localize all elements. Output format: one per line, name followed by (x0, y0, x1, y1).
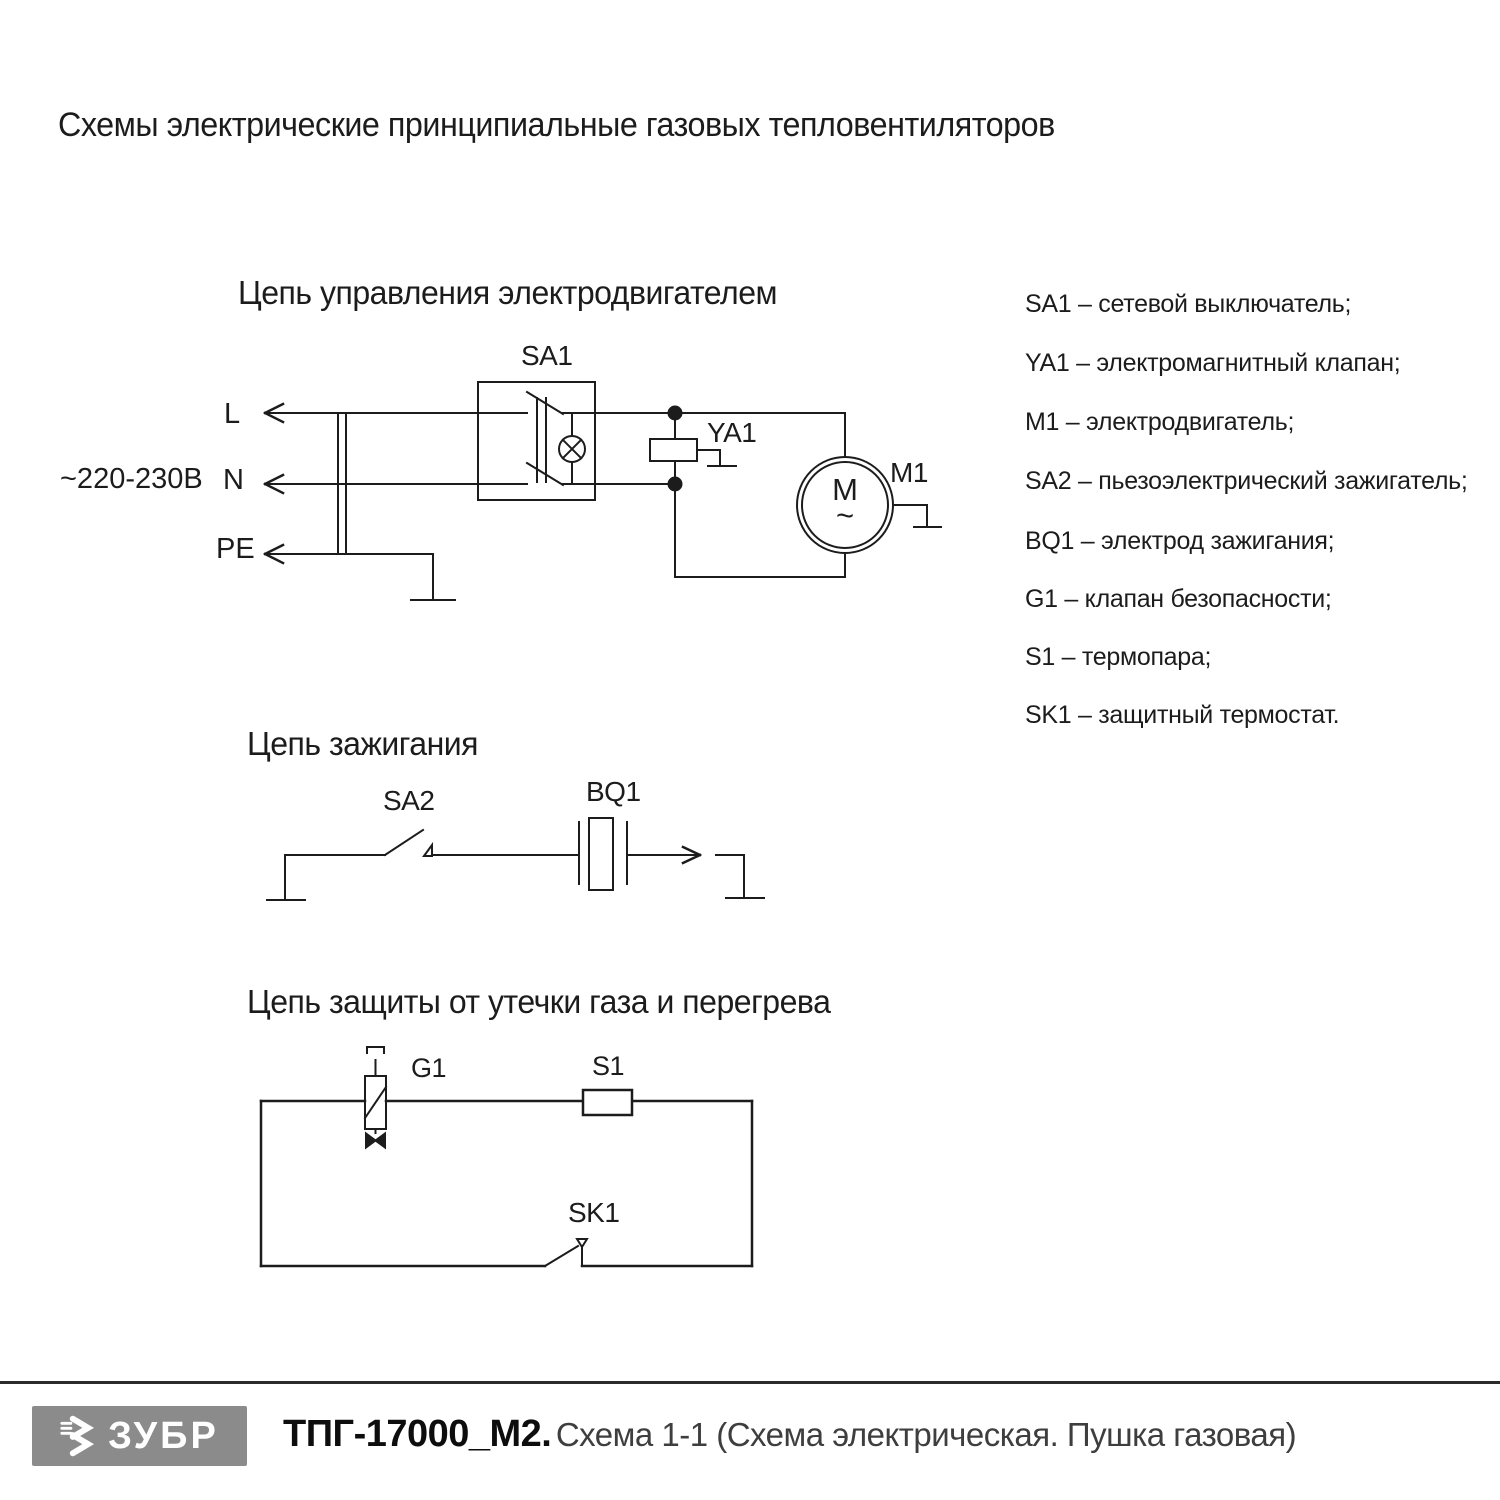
zubr-logo (32, 1406, 247, 1466)
voltage-label: ~220-230В (60, 463, 203, 495)
legend-item-m1: M1 – электродвигатель; (1025, 408, 1295, 436)
ya1-label: YA1 (707, 417, 757, 448)
ignition-circuit-drawing (267, 818, 764, 900)
page-title: Схемы электрические принципиальные газовых тепловентиляторов (58, 106, 1055, 144)
legend-item-sk1: SK1 – защитный термостат. (1025, 701, 1340, 729)
m1-label: M1 (890, 457, 928, 488)
legend-item-s1: S1 – термопара; (1025, 643, 1212, 671)
footer-model: ТПГ-17000_М2. (283, 1413, 552, 1455)
terminal-L-label: L (224, 398, 241, 430)
sa2-label: SA2 (383, 785, 435, 816)
legend-item-bq1: BQ1 – электрод зажигания; (1025, 527, 1335, 555)
bq1-label: BQ1 (586, 776, 641, 807)
sk1-label: SK1 (568, 1197, 620, 1228)
s1-label: S1 (592, 1051, 625, 1081)
footer-divider (0, 1381, 1500, 1384)
sa1-label: SA1 (521, 340, 573, 371)
ya1-ground-icon (697, 450, 736, 466)
ya1-branch-wire (675, 413, 845, 577)
ignition-right-ground-icon (716, 855, 764, 898)
s1-thermocouple-body (583, 1090, 632, 1115)
g1-actuator-icon (367, 1047, 384, 1076)
legend-item-ya1: YA1 – электромагнитный клапан; (1025, 349, 1401, 377)
ignition-circuit-title: Цепь зажигания (247, 725, 479, 762)
wire-PE (265, 554, 455, 600)
zubr-logo-icon (60, 1414, 100, 1458)
g1-label: G1 (411, 1053, 447, 1083)
footer-caption-line (283, 1412, 1296, 1464)
bq1-crystal (589, 818, 613, 890)
legend-item-sa2: SA2 – пьезоэлектрический зажигатель; (1025, 467, 1468, 495)
sa1-lamp-cross (563, 440, 581, 458)
junction-dot (669, 478, 682, 491)
motor-circuit-title: Цепь управления электродвигателем (238, 274, 778, 311)
terminal-N-label: N (223, 464, 244, 496)
junction-dot (669, 407, 682, 420)
zubr-logo-text: ЗУБР (108, 1415, 219, 1457)
ignition-left-ground-icon (267, 855, 305, 900)
sk1-lever (545, 1246, 578, 1266)
motor-m-symbol: M (832, 472, 858, 507)
legend-item-g1: G1 – клапан безопасности; (1025, 585, 1332, 613)
motor-ac-symbol: ~ (835, 498, 855, 533)
footer-caption: Схема 1-1 (Схема электрическая. Пушка газовая) (555, 1416, 1297, 1453)
wire-L (265, 413, 845, 457)
protection-circuit-drawing (261, 1047, 752, 1266)
g1-valve-diagonal (365, 1087, 386, 1118)
ya1-coil (650, 439, 697, 461)
legend-item-sa1: SA1 – сетевой выключатель; (1025, 290, 1352, 318)
motor-ground-icon (893, 505, 941, 527)
g1-bowtie-icon (366, 1134, 385, 1148)
protection-circuit-title: Цепь защиты от утечки газа и перегрева (247, 983, 831, 1020)
sa2-lever (385, 830, 423, 855)
terminal-PE-label: PE (216, 533, 255, 565)
sa2-contact-icon (424, 845, 432, 856)
bq1-plates (579, 822, 627, 884)
